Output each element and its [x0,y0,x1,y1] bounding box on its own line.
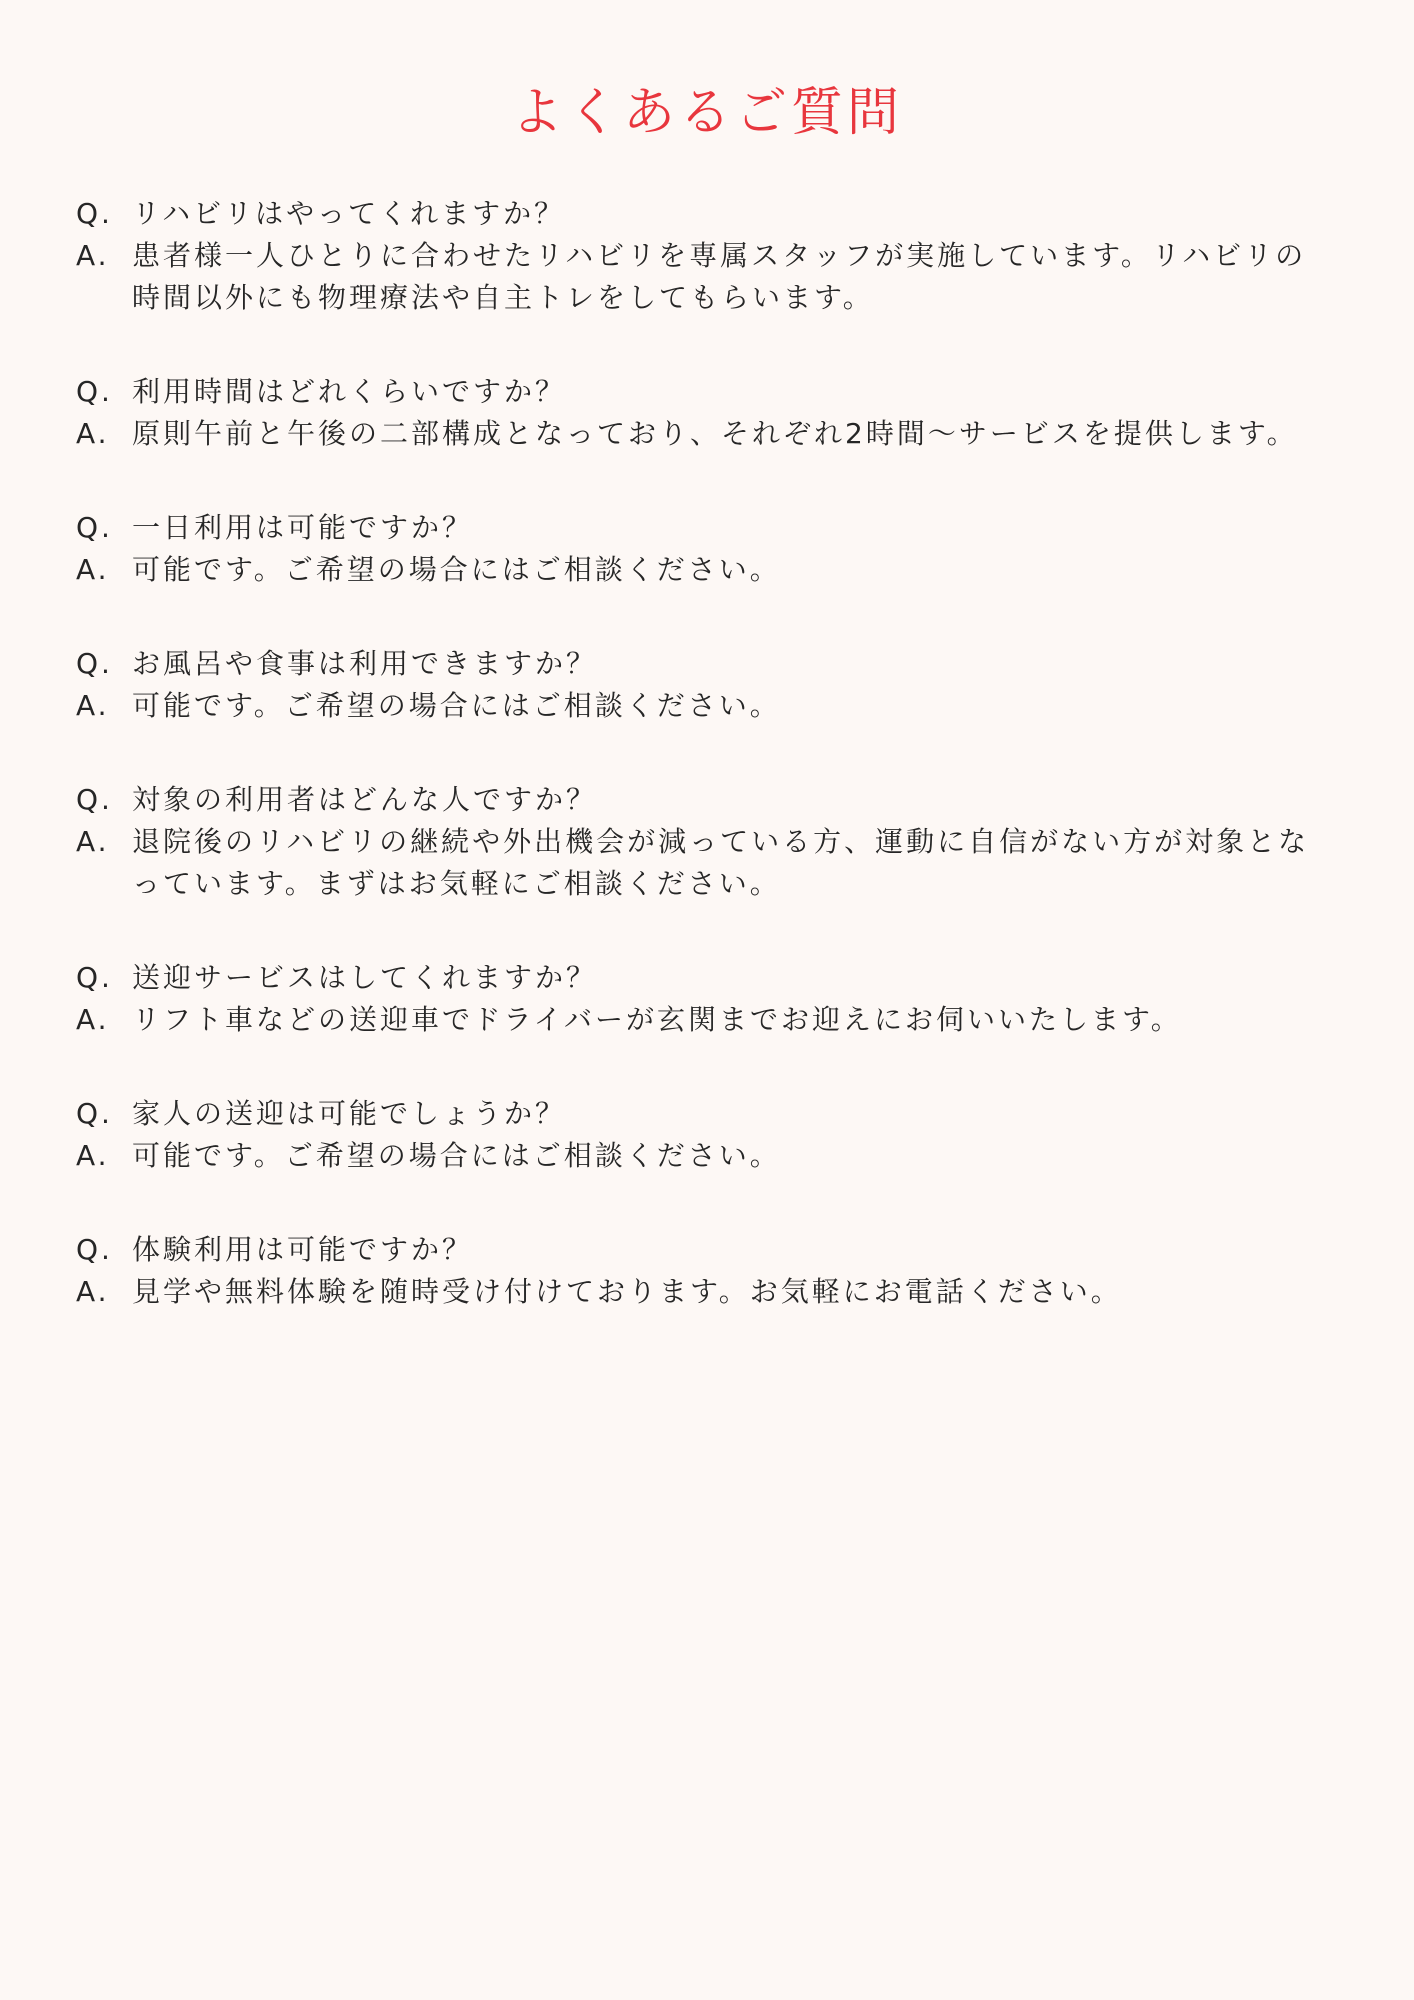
faq-answer [76,821,1338,905]
question-text: 一日利用は可能ですか？ [132,511,474,544]
faq-item [76,193,1338,319]
faq-answer [76,413,1338,455]
faq-item [76,1093,1338,1177]
faq-item [76,507,1338,591]
question-prefix: Q. [76,197,113,230]
faq-question [76,1093,1338,1135]
answer-prefix: A. [76,1003,110,1036]
answer-text: 可能です。ご希望の場合にはご相談ください。 [132,689,781,722]
question-text: お風呂や食事は利用できますか？ [132,647,598,680]
question-prefix: Q. [76,783,113,816]
question-prefix: Q. [76,511,113,544]
answer-prefix: A. [76,239,110,272]
faq-answer [76,1271,1338,1313]
faq-question [76,957,1338,999]
faq-list [76,193,1338,1365]
faq-answer [76,235,1338,319]
answer-text: 患者様一人ひとりに合わせたリハビリを専属スタッフが実施しています。リハビリの 時間以外にも物理療法や自主トレをしてもらいます。 [132,239,1307,314]
question-text: 利用時間はどれくらいですか？ [132,375,567,408]
answer-text: 可能です。ご希望の場合にはご相談ください。 [132,553,781,586]
question-prefix: Q. [76,961,113,994]
answer-prefix: A. [76,825,110,858]
faq-answer [76,549,1338,591]
answer-text: 見学や無料体験を随時受け付けております。お気軽にお電話ください。 [132,1275,1122,1308]
answer-text: リフト車などの送迎車でドライバーが玄関までお迎えにお伺いいたします。 [132,1003,1182,1036]
question-text: 体験利用は可能ですか？ [132,1233,474,1266]
faq-answer [76,685,1338,727]
question-text: 家人の送迎は可能でしょうか？ [132,1097,567,1130]
faq-question [76,507,1338,549]
faq-question [76,779,1338,821]
answer-text: 可能です。ご希望の場合にはご相談ください。 [132,1139,781,1172]
answer-prefix: A. [76,689,110,722]
question-prefix: Q. [76,1233,113,1266]
faq-item [76,643,1338,727]
faq-question [76,643,1338,685]
answer-text: 原則午前と午後の二部構成となっており、それぞれ2時間～サービスを提供します。 [132,417,1298,450]
answer-prefix: A. [76,1139,110,1172]
answer-prefix: A. [76,553,110,586]
answer-text: 退院後のリハビリの継続や外出機会が減っている方、運動に自信がない方が対象とな っています。まずはお気軽にご相談ください。 [132,825,1310,900]
answer-prefix: A. [76,1275,110,1308]
faq-item [76,1229,1338,1313]
faq-answer [76,1135,1338,1177]
question-text: 送迎サービスはしてくれますか？ [132,961,598,994]
faq-answer [76,999,1338,1041]
question-prefix: Q. [76,647,113,680]
faq-question [76,371,1338,413]
question-text: 対象の利用者はどんな人ですか？ [132,783,598,816]
page-title: よくあるご質問 [510,83,903,143]
faq-item [76,371,1338,455]
faq-item [76,779,1338,905]
question-prefix: Q. [76,1097,113,1130]
answer-prefix: A. [76,417,110,450]
faq-question [76,193,1338,235]
faq-question [76,1229,1338,1271]
question-text: リハビリはやってくれますか？ [132,197,566,230]
faq-item [76,957,1338,1041]
question-prefix: Q. [76,375,113,408]
